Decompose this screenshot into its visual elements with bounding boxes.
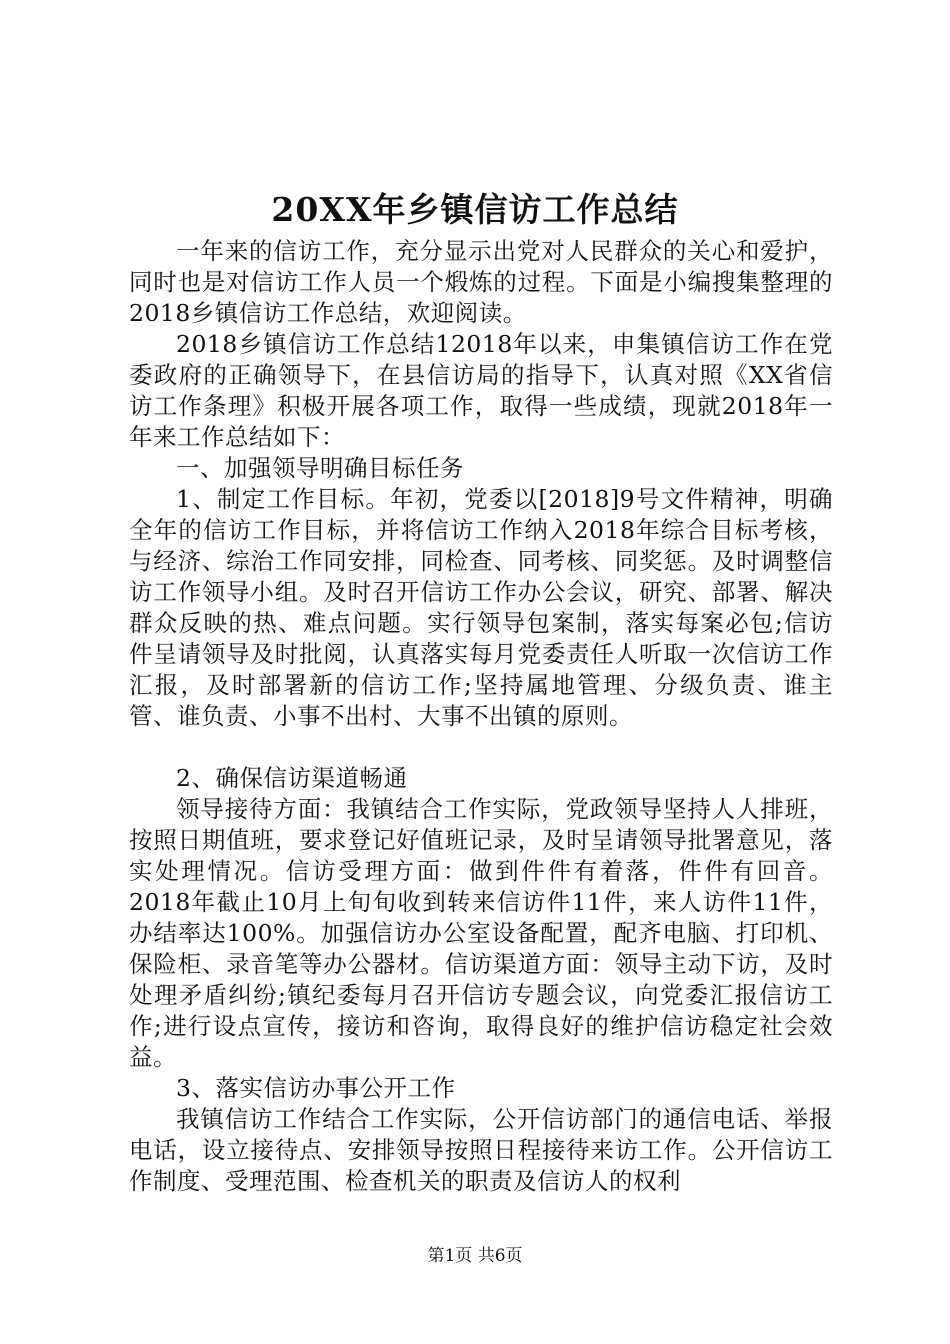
subheading-item-3: 3、落实信访办事公开工作 bbox=[176, 1074, 456, 1102]
paragraph-item-3: 我镇信访工作结合工作实际，公开信访部门的通信电话、举报电话，设立接待点、安排领导按照日程接待来访工作。公开信访工作制度、受理范围、检查机关的职责及信访人的权利 bbox=[129, 1105, 833, 1195]
document-title: 20XX年乡镇信访工作总结 bbox=[271, 190, 679, 229]
section-heading-1: 一、加强领导明确目标任务 bbox=[176, 454, 464, 482]
paragraph-summary: 2018乡镇信访工作总结12018年以来，申集镇信访工作在党委政府的正确领导下，在县信访局的指导下，认真对照《XX省信访工作条理》积极开展各项工作，取得一些成绩，现就2018年一年来工作总结如下： bbox=[129, 330, 833, 451]
page-number-footer: 第1页 共6页 bbox=[427, 1246, 523, 1266]
paragraph-item-2: 领导接待方面：我镇结合工作实际，党政领导坚持人人排班，按照日期值班，要求登记好值班记录，及时呈请领导批署意见，落实处理情况。信访受理方面：做到件件有着落，件件有回音。2018年截止10月上旬旬收到转来信访件11件，来人访件11件，办结率达100%。加强信访办公室设备配置，配齐电脑、打印机、保险柜、录音笔等办公器材。信访渠道方面：领导主动下访，及时处理矛盾纠纷;镇纪委每月召开信访专题会议，向党委汇报信访工作;进行设点宣传，接访和咨询，取得良好的维护信访稳定社会效益。 bbox=[129, 795, 833, 1071]
paragraph-intro: 一年来的信访工作，充分显示出党对人民群众的关心和爱护，同时也是对信访工作人员一个煅炼的过程。下面是小编搜集整理的2018乡镇信访工作总结，欢迎阅读。 bbox=[129, 237, 833, 327]
subheading-item-2: 2、确保信访渠道畅通 bbox=[176, 764, 408, 792]
document-body bbox=[129, 236, 833, 1197]
paragraph-item-1: 1、制定工作目标。年初，党委以[2018]9号文件精神，明确全年的信访工作目标，并将信访工作纳入2018年综合目标考核，与经济、综治工作同安排，同检查、同考核、同奖惩。及时调整信访工作领导小组。及时召开信访工作办公会议，研究、部署、解决群众反映的热、难点问题。实行领导包案制，落实每案必包;信访件呈请领导及时批阅，认真落实每月党委责任人听取一次信访工作汇报，及时部署新的信访工作;坚持属地管理、分级负责、谁主管、谁负责、小事不出村、大事不出镇的原则。 bbox=[129, 485, 833, 730]
